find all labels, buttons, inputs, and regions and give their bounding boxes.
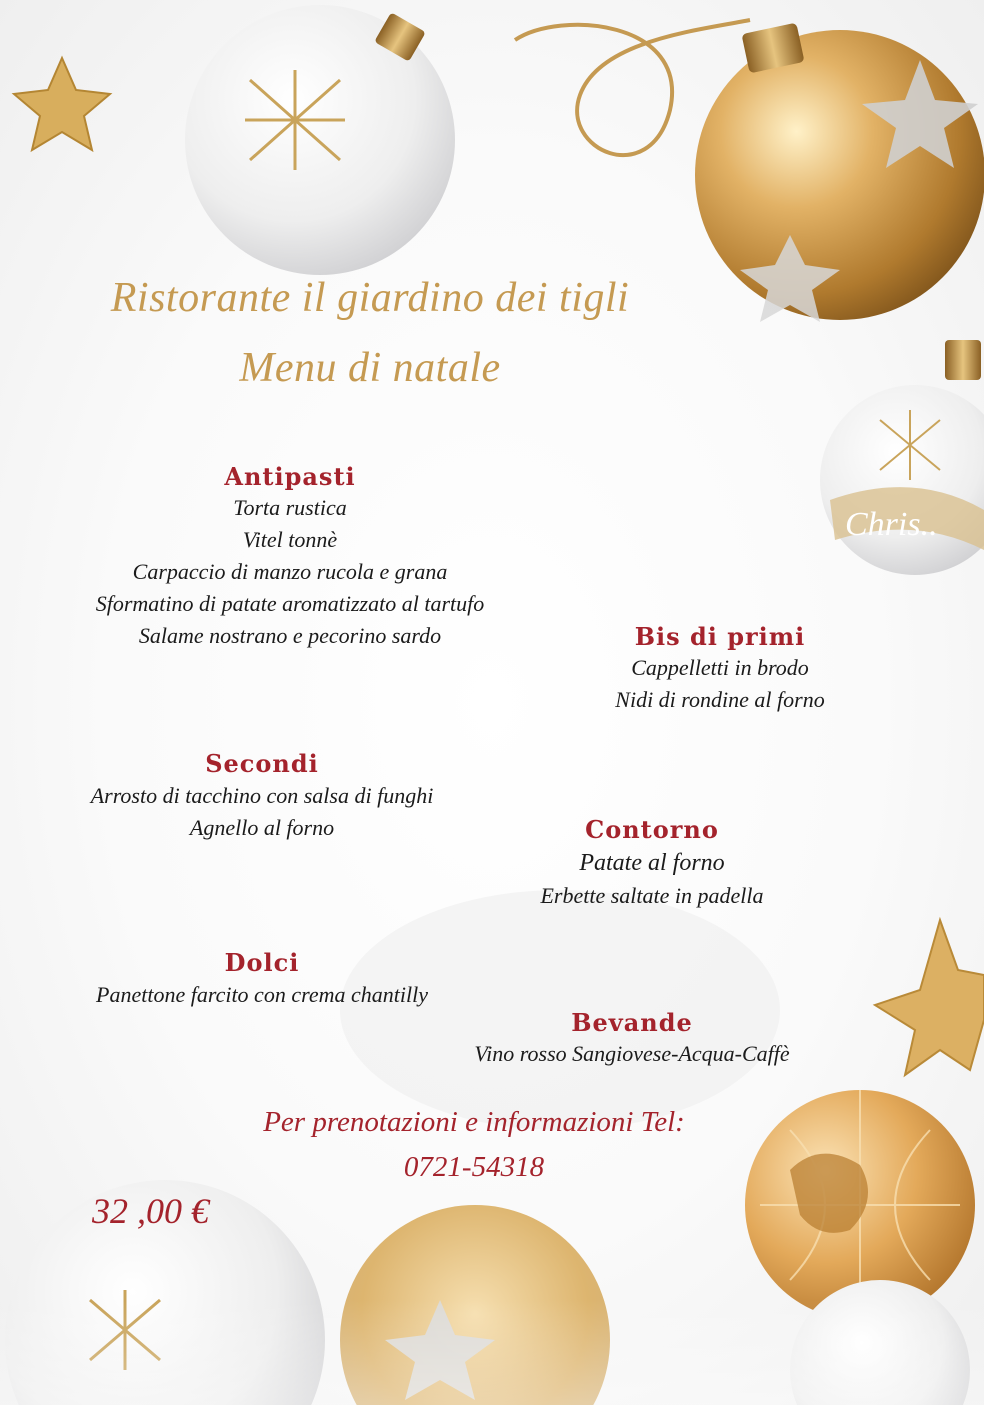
antipasti-item: Torta rustica [233, 495, 347, 520]
dolci-heading: Dolci [224, 948, 300, 977]
bevande-item: Vino rosso Sangiovese-Acqua-Caffè [474, 1041, 790, 1066]
secondi-item: Arrosto di tacchino con salsa di funghi [90, 783, 434, 808]
menu-title: Menu di natale [239, 345, 501, 391]
bevande-heading: Bevande [571, 1008, 693, 1037]
restaurant-name: Ristorante il giardino dei tigli [110, 275, 630, 321]
secondi-item: Agnello al forno [189, 815, 335, 840]
white-bauble-icon [185, 5, 455, 275]
contorno-heading: Contorno [585, 815, 719, 844]
menu-price: 32 ,00 € [92, 1191, 209, 1231]
antipasti-item: Vitel tonnè [242, 527, 338, 552]
dolci-item: Panettone farcito con crema chantilly [96, 982, 428, 1007]
gold-bauble-icon [695, 23, 984, 322]
antipasti-item: Sformatino di patate aromatizzato al tartufo [95, 591, 485, 616]
contorno-item: Patate al forno [579, 850, 725, 876]
antipasti-heading: Antipasti [224, 462, 356, 491]
antipasti-item: Salame nostrano e pecorino sardo [138, 623, 442, 648]
gold-star-icon [14, 58, 110, 150]
bis-di-primi-heading: Bis di primi [634, 622, 806, 651]
phone-number: 0721-54318 [403, 1151, 545, 1183]
secondi-heading: Secondi [205, 749, 319, 778]
gold-star-icon [875, 920, 984, 1075]
primi-item: Cappelletti in brodo [631, 655, 809, 680]
reservation-label: Per prenotazioni e informazioni Tel: [263, 1106, 685, 1138]
contorno-item: Erbette saltate in padella [540, 883, 764, 908]
white-bauble-icon [820, 340, 984, 575]
primi-item: Nidi di rondine al forno [615, 687, 825, 712]
antipasti-item: Carpaccio di manzo rucola e grana [132, 559, 448, 584]
ornament-text: Chris.. [845, 506, 938, 543]
